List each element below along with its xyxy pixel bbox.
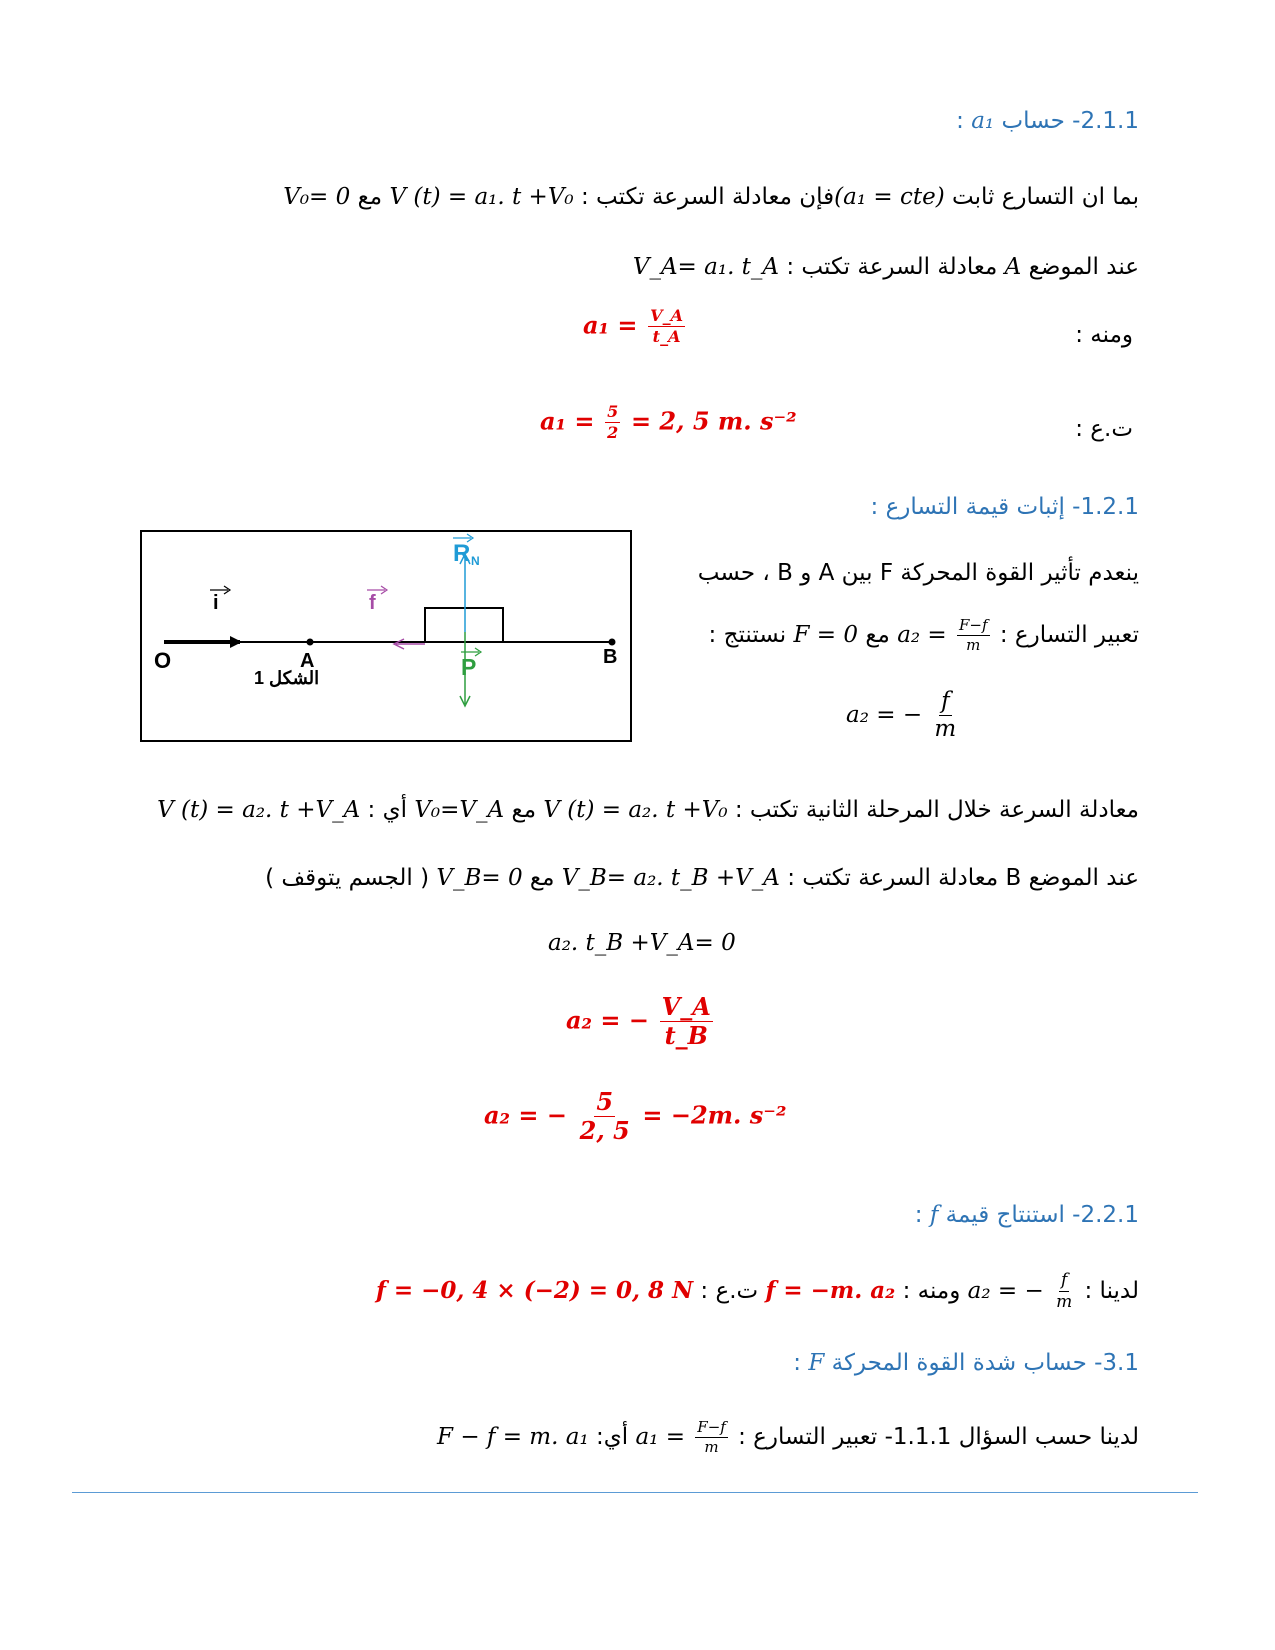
a2-red-formula	[566, 992, 716, 1050]
section-colon: :	[914, 1202, 923, 1228]
numeric-label: ت.ع :	[1075, 416, 1133, 442]
text: عند الموضع B معادلة السرعة تكتب :	[787, 865, 1139, 891]
text: ومنه :	[902, 1278, 961, 1304]
lhs: a₁ =	[583, 310, 638, 340]
figure-caption: الشكل 1	[254, 668, 320, 688]
section-3-1-heading	[793, 1346, 1139, 1380]
velocity-eq-result: V (t) = a₂. t +V_A	[157, 797, 361, 823]
a1-expr	[635, 1420, 730, 1455]
text: فإن معادلة السرعة تكتب :	[580, 184, 835, 210]
fraction	[648, 308, 685, 345]
denominator: m	[1056, 1292, 1073, 1312]
var-a: A	[1004, 254, 1022, 280]
va-eq: V_A= a₁. t_A	[632, 254, 780, 280]
section-2-2-1-heading	[915, 1198, 1139, 1232]
denominator: m	[704, 1438, 719, 1456]
motor-force-line	[437, 1420, 1139, 1455]
numerator: V_A	[661, 992, 711, 1021]
label-p: P	[461, 654, 477, 680]
section-title: 2.2.1- استنتاج قيمة	[945, 1202, 1139, 1228]
section-title: 3.1- حساب شدة القوة المحركة	[831, 1350, 1139, 1376]
a2-numeric	[484, 1087, 787, 1145]
a1-formula	[583, 308, 688, 345]
text: لدينا :	[1084, 1278, 1139, 1304]
fraction	[605, 404, 620, 441]
numerator: f	[1060, 1270, 1068, 1290]
a2-expr	[968, 1272, 1078, 1311]
lhs: a₂ =	[897, 622, 947, 648]
initial-velocity-eq: V₀= 0	[283, 184, 351, 210]
friction-result-line	[376, 1272, 1139, 1311]
point-a-dot	[307, 639, 314, 646]
text: أي:	[595, 1424, 629, 1450]
force-eq: F − f = m. a₁	[437, 1424, 589, 1450]
a2-formula	[846, 690, 961, 741]
lhs: a₂ = −	[484, 1100, 567, 1130]
denominator: m	[934, 716, 957, 742]
text: مع	[529, 865, 555, 891]
block	[425, 608, 503, 642]
figure-svg	[142, 532, 634, 744]
f-zero-eq: F = 0	[793, 622, 858, 648]
section-colon: :	[793, 1350, 802, 1376]
text: بما ان التسارع ثابت	[951, 184, 1139, 210]
numerator: 5	[607, 402, 619, 421]
fraction	[695, 1420, 728, 1455]
v0-eq: V₀=V_A	[414, 797, 505, 823]
denominator: 2	[607, 423, 619, 442]
label-f: f	[369, 592, 376, 614]
text: ت.ع :	[700, 1278, 759, 1304]
position-b-line	[265, 861, 1139, 895]
fraction	[957, 618, 990, 653]
accel-expression-line	[709, 618, 1139, 653]
rhs: = −2m. s⁻²	[642, 1100, 787, 1130]
text: مع	[865, 622, 890, 648]
label-b: B	[603, 646, 618, 668]
friction-eq: f = −m. a₂	[765, 1277, 896, 1304]
numerator: F−f	[697, 1418, 726, 1436]
text: معادلة السرعة خلال المرحلة الثانية تكتب :	[734, 797, 1139, 823]
label-r: R	[453, 540, 471, 567]
text: نستنتج :	[708, 622, 787, 648]
fraction	[578, 1087, 632, 1145]
text: أي :	[367, 797, 407, 823]
denominator: t_B	[664, 1021, 708, 1050]
fraction	[660, 992, 713, 1050]
vb-eq: V_B= a₂. t_B +V_A	[561, 865, 780, 891]
fraction	[1054, 1272, 1074, 1311]
lhs: a₂ = −	[566, 1005, 649, 1035]
const-accel-expr: (a₁ = cte)	[834, 184, 945, 210]
footer-rule	[72, 1492, 1198, 1493]
text: مع	[357, 184, 383, 210]
vb-zero-eq: V_B= 0	[436, 865, 523, 891]
a2-expr	[897, 618, 992, 653]
numerator: f	[941, 688, 950, 714]
text: عند الموضع	[1028, 254, 1139, 280]
lhs: a₁ =	[540, 406, 595, 436]
a1-numeric	[540, 404, 797, 441]
denominator: 2, 5	[579, 1116, 630, 1145]
section-var: a₁	[971, 108, 995, 134]
section-title: 2.1.1- حساب	[1001, 108, 1139, 134]
second-phase-velocity-line	[157, 793, 1139, 827]
numerator: 5	[596, 1087, 614, 1116]
numerator: F−f	[959, 616, 988, 634]
unit-vector-head	[230, 636, 242, 648]
section-colon: :	[956, 108, 964, 134]
section-var: F	[808, 1350, 825, 1376]
text: ( الجسم يتوقف )	[265, 865, 430, 891]
rhs: = 2, 5 m. s⁻²	[630, 406, 797, 436]
fraction	[932, 690, 958, 741]
hence-label: ومنه :	[1075, 322, 1133, 348]
label-n: N	[471, 554, 480, 568]
denominator: m	[966, 636, 981, 654]
numerator: V_A	[650, 306, 683, 325]
velocity-eq: V (t) = a₂. t +V₀	[543, 797, 728, 823]
figure-1	[140, 530, 632, 742]
velocity-equation-line	[283, 180, 1139, 214]
velocity-eq: V (t) = a₁. t +V₀	[389, 184, 574, 210]
lhs: a₁ =	[635, 1424, 685, 1450]
lhs: a₂ = −	[846, 702, 923, 728]
denominator: t_A	[652, 327, 681, 346]
text: تعبير التسارع :	[999, 622, 1139, 648]
force-cancel-text: ينعدم تأثير القوة المحركة F بين A و B ، حسب	[697, 560, 1139, 586]
text: مع	[511, 797, 537, 823]
label-i: i	[213, 592, 219, 614]
friction-value: f = −0, 4 × (−2) = 0, 8 N	[375, 1277, 694, 1304]
section-2-1-1-heading	[956, 104, 1139, 138]
label-o: O	[154, 648, 172, 673]
label-a: A	[300, 650, 315, 672]
position-a-line	[633, 250, 1139, 284]
section-1-2-1-heading: 1.2.1- إثبات قيمة التسارع :	[870, 494, 1139, 520]
text: لدينا حسب السؤال 1.1.1- تعبير التسارع :	[738, 1424, 1139, 1450]
lhs: a₂ = −	[967, 1278, 1044, 1304]
text: معادلة السرعة تكتب :	[786, 254, 998, 280]
point-b-dot	[609, 639, 616, 646]
stop-equation: a₂. t_B +V_A= 0	[548, 930, 736, 956]
section-var: f	[929, 1202, 939, 1228]
